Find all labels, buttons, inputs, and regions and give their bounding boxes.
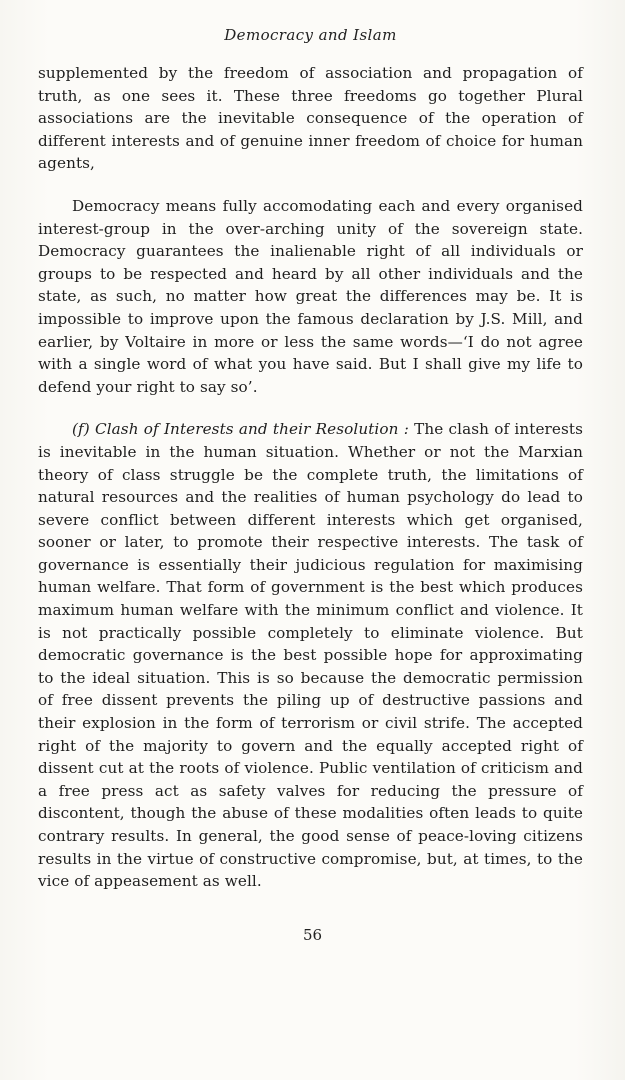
paragraph-clash-of-interests bbox=[38, 418, 583, 892]
paragraph-democracy bbox=[38, 195, 583, 398]
section-heading: (f) Clash of Interests and their Resolution : bbox=[72, 420, 409, 439]
running-head: Democracy and Islam bbox=[224, 26, 397, 44]
page-number: 56 bbox=[302, 926, 323, 944]
paragraph-text: supplemented by the freedom of association and propagation of truth, as one sees it. These three freedoms go together Plural associations are the inevitable consequence of the operation of different interests and of genuine inner freedom of choice for human agents, bbox=[38, 64, 583, 173]
paragraph-text: Democracy means fully accomodating each and every organised interest-group in the over-arching unity of the sovereign state. Democracy guarantees the inalienable right of all individuals or groups to be respected and heard by all other individuals and the state, as such, no matter how great the differences may be. It is impossible to improve upon the famous declaration by J.S. Mill, and earlier, by Voltaire in more or less the same words—‘I do not agree with a single word of what you have said. But I shall give my life to defend your right to say so’. bbox=[38, 196, 583, 396]
paragraph-continuation bbox=[38, 62, 583, 175]
paragraph-text: The clash of interests is inevitable in the human situation. Whether or not the Marxian theory of class struggle be the complete truth, the limitations of natural resources and the realities of human psychology do lead to severe conflict between different interests which get organised, sooner or later, to promote their respective interests. The task of governance is essentially their judicious regulation for maximising human welfare. That form of government is the best which produces maximum human welfare with the minimum conflict and violence. It is not practically possible completely to eliminate violence. But democratic governance is the best possible hope for approximating to the ideal situation. This is so because the democratic permission of free dissent prevents the piling up of destructive passions and their explosion in the form of terrorism or civil strife. The accepted right of the majority to govern and the equally accepted right of dissent cut at the roots of violence. Public ventilation of criticism and a free press act as safety valves for reducing the pressure of discontent, though the abuse of these modalities often leads to quite contrary results. In general, the good sense of peace-loving citizens results in the virtue of constructive compromise, but, at times, to the vice of appeasement as well. bbox=[38, 420, 583, 891]
